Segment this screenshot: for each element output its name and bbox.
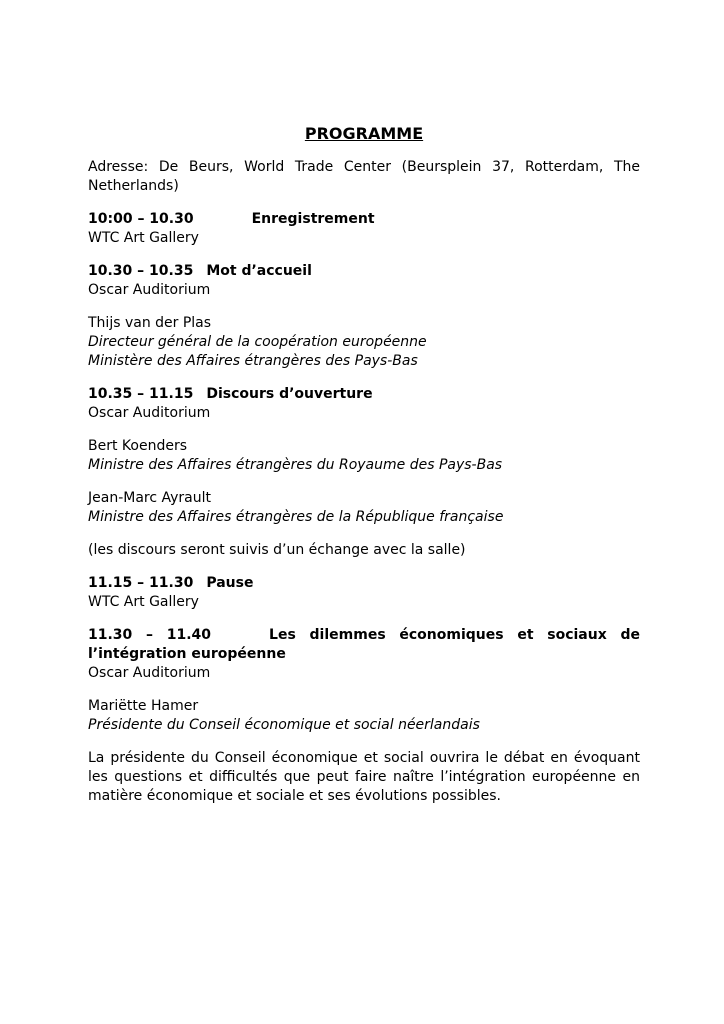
speaker-name: Thijs van der Plas bbox=[88, 315, 212, 331]
speaker-role: Ministre des Affaires étrangères de la République française bbox=[88, 509, 504, 525]
session-title: Les dilemmes économiques et sociaux de l’intégration européenne bbox=[88, 627, 640, 662]
session-location: WTC Art Gallery bbox=[88, 594, 199, 610]
session-heading bbox=[88, 262, 640, 281]
session-location: Oscar Auditorium bbox=[88, 282, 211, 298]
session-opening-speeches bbox=[88, 385, 640, 423]
speaker-name: Jean-Marc Ayrault bbox=[88, 490, 211, 506]
speaker-name: Bert Koenders bbox=[88, 438, 187, 454]
speaker-role: Directeur général de la coopération européenne bbox=[88, 334, 427, 350]
speaker-role: Ministre des Affaires étrangères du Royaume des Pays-Bas bbox=[88, 457, 503, 473]
session-heading bbox=[88, 210, 640, 229]
session-title: Mot d’accueil bbox=[206, 263, 312, 279]
session-pause bbox=[88, 574, 640, 612]
session-time: 10.30 – 10.35 bbox=[88, 263, 194, 279]
session-time: 10:00 – 10.30 bbox=[88, 211, 194, 227]
speaker-organization: Ministère des Affaires étrangères des Pays-Bas bbox=[88, 353, 418, 369]
description-paragraph: La présidente du Conseil économique et social ouvrira le débat en évoquant les questions et difficultés que peut faire naître l’intégration européenne en matière économique et sociale et ses évolutions possibles. bbox=[88, 750, 640, 804]
speaker-name: Mariëtte Hamer bbox=[88, 698, 199, 714]
session-location: Oscar Auditorium bbox=[88, 405, 211, 421]
session-heading bbox=[88, 626, 640, 664]
session-time: 11.30 – 11.40 bbox=[88, 627, 212, 643]
session-heading bbox=[88, 385, 640, 404]
session-economic-dilemmas bbox=[88, 626, 640, 683]
speaker-thijs-van-der-plas bbox=[88, 314, 640, 371]
speaker-role: Présidente du Conseil économique et social néerlandais bbox=[88, 717, 480, 733]
page-title: PROGRAMME bbox=[304, 124, 424, 143]
session-title: Pause bbox=[206, 575, 254, 591]
session-location: Oscar Auditorium bbox=[88, 665, 211, 681]
session-title: Discours d’ouverture bbox=[206, 386, 373, 402]
speaker-bert-koenders bbox=[88, 437, 640, 475]
session-welcome bbox=[88, 262, 640, 300]
address-paragraph: Adresse: De Beurs, World Trade Center (Beursplein 37, Rotterdam, The Netherlands) bbox=[88, 159, 640, 194]
speaker-mariette-hamer bbox=[88, 697, 640, 735]
session-location: WTC Art Gallery bbox=[88, 230, 199, 246]
speaker-jean-marc-ayrault bbox=[88, 489, 640, 527]
note-paragraph: (les discours seront suivis d’un échange avec la salle) bbox=[88, 542, 466, 558]
session-title: Enregistrement bbox=[251, 211, 375, 227]
session-registration bbox=[88, 210, 640, 248]
session-time: 11.15 – 11.30 bbox=[88, 575, 194, 591]
session-time: 10.35 – 11.15 bbox=[88, 386, 194, 402]
session-heading bbox=[88, 574, 640, 593]
